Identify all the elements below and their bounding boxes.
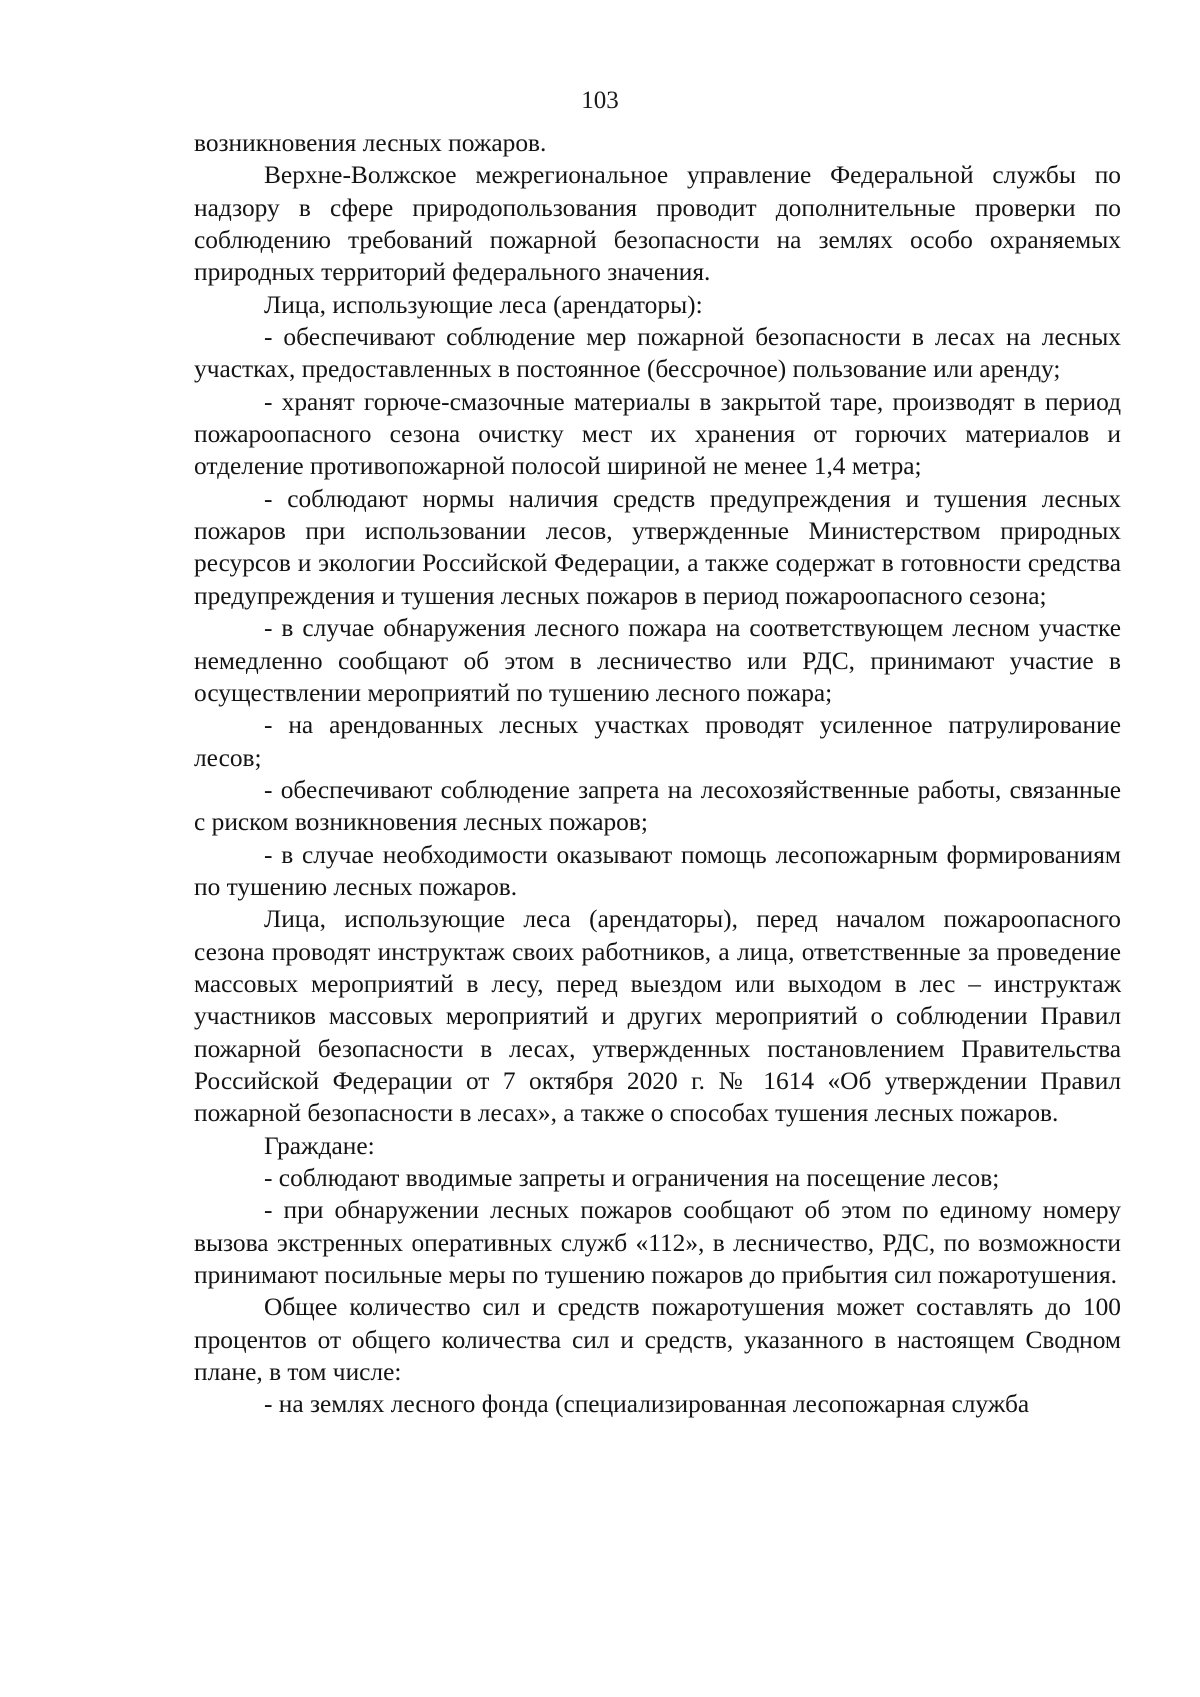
page-number: 103	[581, 87, 619, 114]
paragraph: Общее количество сил и средств пожаротушения может составлять до 100 процентов от общего количества сил и средств, указанного в настоящем Сводном плане, в том числе:	[194, 1293, 1121, 1387]
paragraph: - при обнаружении лесных пожаров сообщают об этом по единому номеру вызова экстренных оперативных служб «112», в лесничество, РДС, по возможности принимают посильные меры по тушению пожаров до прибытия сил пожаротушения.	[194, 1196, 1121, 1290]
paragraph: - обеспечивают соблюдение запрета на лесохозяйственные работы, связанные с риском возникновения лесных пожаров;	[194, 775, 1121, 837]
paragraph: - соблюдают нормы наличия средств предупреждения и тушения лесных пожаров при использовании лесов, утвержденные Министерством природных ресурсов и экологии Российской Федерации, а также содержат в готовности средства предупреждения и тушения лесных пожаров в период пожароопасного сезона;	[194, 484, 1121, 610]
paragraph: возникновения лесных пожаров.	[194, 129, 547, 157]
paragraph: Верхне-Волжское межрегиональное управление Федеральной службы по надзору в сфере природопользования проводит дополнительные проверки по соблюдению требований пожарной безопасности на землях особо охраняемых природных территорий федерального значения.	[194, 161, 1121, 287]
paragraph: - обеспечивают соблюдение мер пожарной безопасности в лесах на лесных участках, предоставленных в постоянное (бессрочное) пользование или аренду;	[194, 323, 1121, 384]
paragraph: - в случае необходимости оказывают помощь лесопожарным формированиям по тушению лесных пожаров.	[194, 840, 1121, 901]
paragraph: Лица, использующие леса (арендаторы), перед началом пожароопасного сезона проводят инструктаж своих работников, а лица, ответственные за проведение массовых мероприятий в лесу, перед выездом или выходом в лес – инструктаж участников массовых мероприятий и других мероприятий о соблюдении Правил пожарной безопасности в лесах, утвержденных постановлением Правительства Российской Федерации от 7 октября 2020 г. № 1614 «Об утверждении Правил пожарной безопасности в лесах», а также о способах тушения лесных пожаров.	[194, 905, 1121, 1128]
paragraph: - соблюдают вводимые запреты и ограничения на посещение лесов;	[264, 1164, 1000, 1192]
paragraph: Лица, использующие леса (арендаторы):	[264, 290, 703, 319]
paragraph: - в случае обнаружения лесного пожара на соответствующем лесном участке немедленно сообщают об этом в лесничество или РДС, принимают участие в осуществлении мероприятий по тушению лесного пожара;	[194, 614, 1121, 707]
paragraph: - хранят горюче-смазочные материалы в закрытой таре, производят в период пожароопасного сезона очистку мест их хранения от горючих материалов и отделение противопожарной полосой шириной не менее 1,4 метра;	[194, 387, 1121, 481]
paragraph: - на землях лесного фонда (специализированная лесопожарная служба	[264, 1390, 1030, 1419]
paragraph: Граждане:	[264, 1131, 375, 1160]
document-body	[194, 127, 1121, 1421]
paragraph: - на арендованных лесных участках проводят усиленное патрулирование лесов;	[194, 711, 1121, 772]
